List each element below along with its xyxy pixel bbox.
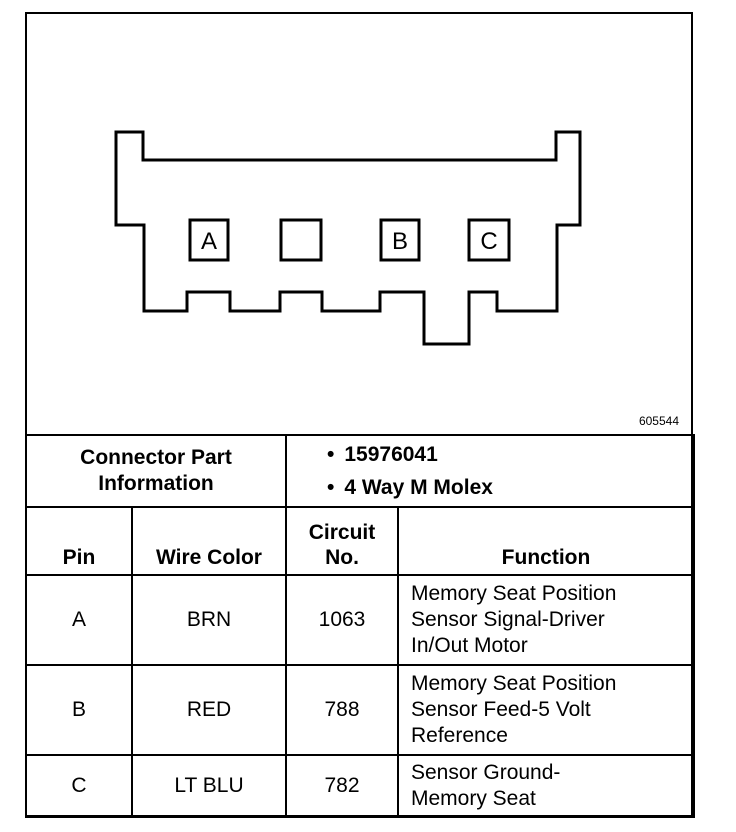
circuit-cell: 782 (286, 755, 398, 817)
part-number: • 15976041 (327, 438, 693, 471)
table-header-row (26, 507, 694, 575)
header-circuit: Circuit No. (286, 507, 398, 575)
function-cell: Memory Seat Position Sensor Feed-5 Volt Reference (398, 665, 694, 755)
connector-info-label: Connector Part Information (26, 435, 286, 507)
function-cell: Memory Seat Position Sensor Signal-Driver In/Out Motor (398, 575, 694, 665)
cavity-label-a: A (200, 228, 218, 255)
table-row (26, 755, 694, 817)
header-function: Function (398, 507, 694, 575)
connector-type: • 4 Way M Molex (327, 471, 693, 504)
connector-info-row (26, 435, 694, 507)
table-row (26, 575, 694, 665)
circuit-cell: 1063 (286, 575, 398, 665)
wire-color-cell: RED (132, 665, 286, 755)
connector-info-values (286, 435, 694, 507)
header-pin: Pin (26, 507, 132, 575)
wire-color-cell: LT BLU (132, 755, 286, 817)
cavity-label-b: B (391, 228, 409, 255)
header-wire-color: Wire Color (132, 507, 286, 575)
figure-id: 605544 (638, 414, 679, 428)
wire-color-cell: BRN (132, 575, 286, 665)
function-cell: Sensor Ground-Memory Seat (398, 755, 694, 817)
connector-outline (27, 14, 691, 434)
cavity-empty (281, 220, 321, 260)
pin-cell: C (26, 755, 132, 817)
circuit-cell: 788 (286, 665, 398, 755)
pin-cell: A (26, 575, 132, 665)
cavity-label-c: C (480, 228, 498, 255)
connector-diagram (27, 14, 691, 434)
pin-cell: B (26, 665, 132, 755)
connector-frame (25, 12, 693, 817)
pinout-table (25, 434, 695, 818)
table-row (26, 665, 694, 755)
